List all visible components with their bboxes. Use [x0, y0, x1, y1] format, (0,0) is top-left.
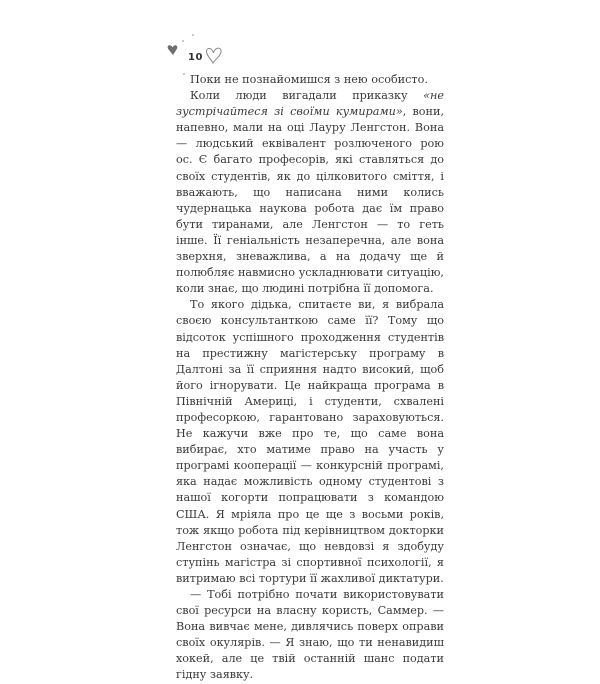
- paragraph: — Тобі потрібно почати використовувати свої ресурси на власну користь, Саммер. — Вона вивчає мене, дивлячись поверх оправи своїх окулярів. — Я знаю, що ти ненавидиш хокей, але це твій останній шанс подати гідну заявку.: [176, 588, 444, 682]
- decor-dot: [182, 40, 184, 42]
- heart-filled-icon: [167, 44, 179, 56]
- paragraph-text: Коли люди вигадали приказку: [190, 89, 424, 103]
- italic-quote: «не зустрічайтеся зі своїми кумирами»: [176, 89, 444, 119]
- book-text: [176, 72, 444, 684]
- page-number: 10: [188, 52, 203, 63]
- paragraph: [176, 88, 444, 297]
- paragraph: То якого дідька, спитаєте ви, я вибрала своєю консультанткою саме її? Тому що відсоток успішного проходження студентів на престижну магістерську програму в Далтоні за її сприяння надто високий, щоб його ігнорувати. Це найкраща програма в Північній Америці, і студенти, схвалені професоркою, гарантовано зараховуються. Не кажучи вже про те, що саме вона вибирає, хто матиме право на участь у програмі кооперації — конкурсній програмі, яка надає можливість одному студентові з нашої когорти попрацювати з командою США. Я мріяла про це ще з восьми років, тож якщо робота під керівництвом докторки Ленгстон означає, що невдовзі я здобуду ступінь магістра зі спортивної психології, я витримаю всі тортури її жахливої диктатури.: [176, 298, 444, 585]
- decor-dot: [192, 34, 194, 36]
- paragraph: Поки не познайомишся з нею особисто.: [190, 73, 428, 86]
- heart-outline-icon: [204, 45, 224, 65]
- page-header: [150, 28, 250, 78]
- paragraph-text: , вони, напевно, мали на оці Лауру Ленгстон. Вона — людський еквівалент розлюченого рою ос. Є багато професорів, які ставляться до своїх студентів, як до цілковитого сміття, і вважають, що написана ними колись чудернацька наукова робота дає їм право бути тиранами, але Ленгстон — то геть інше. Її геніальність незаперечна, але вона зверхня, зневажлива, а на додачу ще й полюбляє навмисно ускладнювати ситуацію, коли знає, що людині потрібна її допомога.: [176, 105, 444, 296]
